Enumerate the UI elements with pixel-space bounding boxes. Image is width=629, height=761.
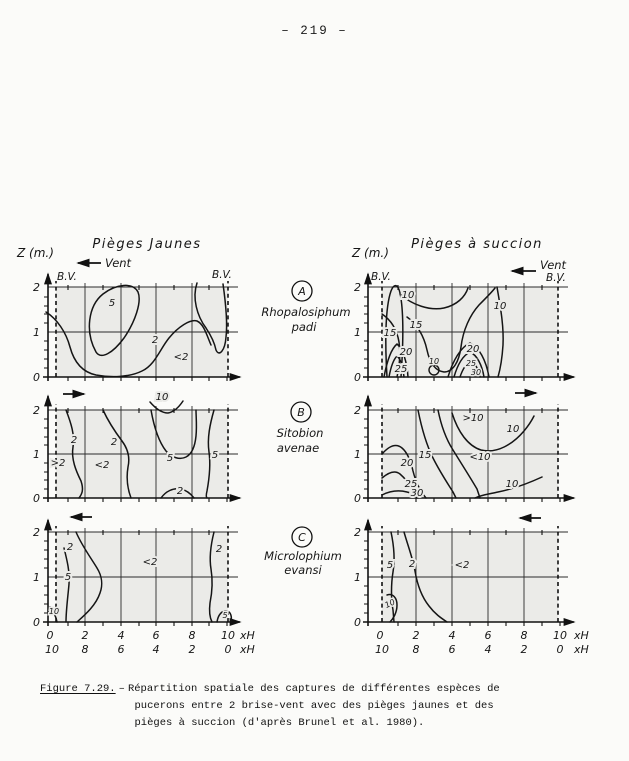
contour-label: >2 xyxy=(50,458,66,469)
x-tick-label: 10 xyxy=(375,643,389,656)
contour-label: 25 xyxy=(465,359,477,368)
contour-label: 10 xyxy=(428,357,440,366)
panel-b-right xyxy=(354,393,574,505)
contour-label: 30 xyxy=(470,368,482,377)
species-name: padi xyxy=(291,320,317,334)
x-tick-label: 0 xyxy=(224,643,232,656)
x-unit-label: xH xyxy=(240,643,255,656)
y-tick-label: 2 xyxy=(354,526,361,539)
x-tick-label: 8 xyxy=(81,643,89,656)
y-tick-label: 2 xyxy=(33,281,40,294)
row-letter: B xyxy=(297,406,305,419)
wind-label: Vent xyxy=(105,256,132,270)
page-number: – 219 – xyxy=(281,24,348,38)
contour-label: 2 xyxy=(176,486,184,497)
panel-a-left xyxy=(33,274,240,384)
species-name: Rhopalosiphum xyxy=(261,305,351,319)
contour-label: 15 xyxy=(409,320,423,331)
contour-label: 10 xyxy=(48,607,60,616)
species-name: Microlophium xyxy=(264,549,342,563)
contour-label: 10 xyxy=(401,290,415,301)
left-x-scale xyxy=(45,629,255,656)
y-tick-label: 1 xyxy=(354,326,361,339)
y-tick-label: 0 xyxy=(33,616,40,629)
contour-label: 20 xyxy=(399,347,413,358)
y-tick-label: 1 xyxy=(33,448,40,461)
figure-caption-label: Figure 7.29. xyxy=(40,683,116,695)
contour-label: 2 xyxy=(110,437,118,448)
row-letter: C xyxy=(298,531,306,544)
contour-label: 30 xyxy=(410,488,424,499)
x-tick-label: 10 xyxy=(221,629,235,642)
y-tick-label: 1 xyxy=(33,571,40,584)
contour-label: 20 xyxy=(466,344,480,355)
y-tick-label: 0 xyxy=(33,492,40,505)
contour-label: 5 xyxy=(222,611,228,620)
contour-label: 15 xyxy=(383,328,397,339)
windbreak-label: B.V. xyxy=(371,271,391,283)
x-tick-label: 2 xyxy=(188,643,196,656)
species-name: evansi xyxy=(284,563,322,577)
contour-label: 2 xyxy=(66,542,74,553)
caption-text: Répartition spatiale des captures de différentes espèces de xyxy=(127,683,500,695)
x-tick-label: 10 xyxy=(45,643,59,656)
y-tick-label: 0 xyxy=(354,492,361,505)
x-tick-label: 0 xyxy=(46,629,54,642)
x-unit-label: xH xyxy=(574,643,589,656)
x-tick-label: 2 xyxy=(81,629,89,642)
contour-label: >10 xyxy=(462,413,484,424)
x-tick-label: 0 xyxy=(556,643,564,656)
contour-label: 5 xyxy=(108,298,116,309)
caption-separator: – xyxy=(118,683,125,695)
row-a-species xyxy=(261,281,350,334)
row-b-species xyxy=(277,402,324,455)
contour-label: <2 xyxy=(142,557,158,568)
panel-b-left xyxy=(33,392,240,505)
species-name: avenae xyxy=(276,441,320,455)
y-tick-label: 1 xyxy=(354,571,361,584)
panel-a-right xyxy=(354,274,574,384)
contour-label: 2 xyxy=(70,435,78,446)
wind-label: Vent xyxy=(540,258,567,272)
caption-line: pièges à succion (d'après Brunel et al. 1980). xyxy=(134,717,425,729)
z-axis-label: Z (m.) xyxy=(17,246,54,260)
windbreak-label: B.V. xyxy=(212,269,232,281)
y-tick-label: 1 xyxy=(354,448,361,461)
y-tick-label: 0 xyxy=(354,371,361,384)
x-tick-label: 6 xyxy=(448,643,456,656)
x-unit-label: xH xyxy=(574,629,589,642)
y-tick-label: 2 xyxy=(354,281,361,294)
right-x-scale xyxy=(375,629,589,656)
windbreak-label: B.V. xyxy=(546,272,566,284)
y-tick-label: 1 xyxy=(33,326,40,339)
contour-label: 10 xyxy=(493,301,507,312)
figure-caption xyxy=(40,681,585,732)
contour-label: 5 xyxy=(64,572,72,583)
species-name: Sitobion xyxy=(276,426,324,440)
row-c-species xyxy=(264,527,342,577)
x-tick-label: 8 xyxy=(520,629,528,642)
contour-label: 5 xyxy=(166,453,174,464)
contour-label: 25 xyxy=(394,364,408,375)
x-tick-label: 2 xyxy=(520,643,528,656)
x-tick-label: 2 xyxy=(412,629,420,642)
right-column-header xyxy=(351,237,567,284)
x-tick-label: 4 xyxy=(117,629,125,642)
y-tick-label: 2 xyxy=(354,404,361,417)
contour-label: 10 xyxy=(383,597,397,610)
left-column-title: Pièges Jaunes xyxy=(92,237,202,252)
contour-label: 10 xyxy=(155,392,169,403)
x-tick-label: 8 xyxy=(412,643,420,656)
x-tick-label: 4 xyxy=(484,643,492,656)
x-tick-label: 6 xyxy=(152,629,160,642)
panel-c-left xyxy=(33,517,240,629)
z-axis-label: Z (m.) xyxy=(352,246,389,260)
x-tick-label: 4 xyxy=(448,629,456,642)
x-tick-label: 6 xyxy=(484,629,492,642)
contour-label: 2 xyxy=(151,335,159,346)
panel-c-right xyxy=(354,518,574,629)
x-tick-label: 10 xyxy=(553,629,567,642)
caption-line xyxy=(40,681,585,698)
contour-label: 10 xyxy=(506,424,520,435)
y-tick-label: 2 xyxy=(33,526,40,539)
caption-line: pucerons entre 2 brise-vent avec des pièges jaunes et des xyxy=(134,700,494,712)
contour-label: <2 xyxy=(454,560,470,571)
y-tick-label: 0 xyxy=(354,616,361,629)
x-unit-label: xH xyxy=(240,629,255,642)
contour-label: <10 xyxy=(469,452,491,463)
contour-label: 2 xyxy=(215,544,223,555)
x-tick-label: 0 xyxy=(376,629,384,642)
row-letter: A xyxy=(298,285,306,298)
contour-label: 25 xyxy=(404,479,418,490)
contour-label: 15 xyxy=(418,450,432,461)
contour-label: 5 xyxy=(211,450,219,461)
contour-label: 10 xyxy=(505,479,519,490)
y-tick-label: 2 xyxy=(33,404,40,417)
windbreak-label: B.V. xyxy=(57,271,77,283)
contour-label: 5 xyxy=(386,560,394,571)
x-tick-label: 6 xyxy=(117,643,125,656)
x-tick-label: 4 xyxy=(152,643,160,656)
contour-label: <2 xyxy=(173,352,189,363)
x-tick-label: 8 xyxy=(188,629,196,642)
contour-label: 2 xyxy=(408,559,416,570)
y-tick-label: 0 xyxy=(33,371,40,384)
right-column-title: Pièges à succion xyxy=(411,237,543,252)
contour-label: 20 xyxy=(400,458,414,469)
contour-label: <2 xyxy=(94,460,110,471)
